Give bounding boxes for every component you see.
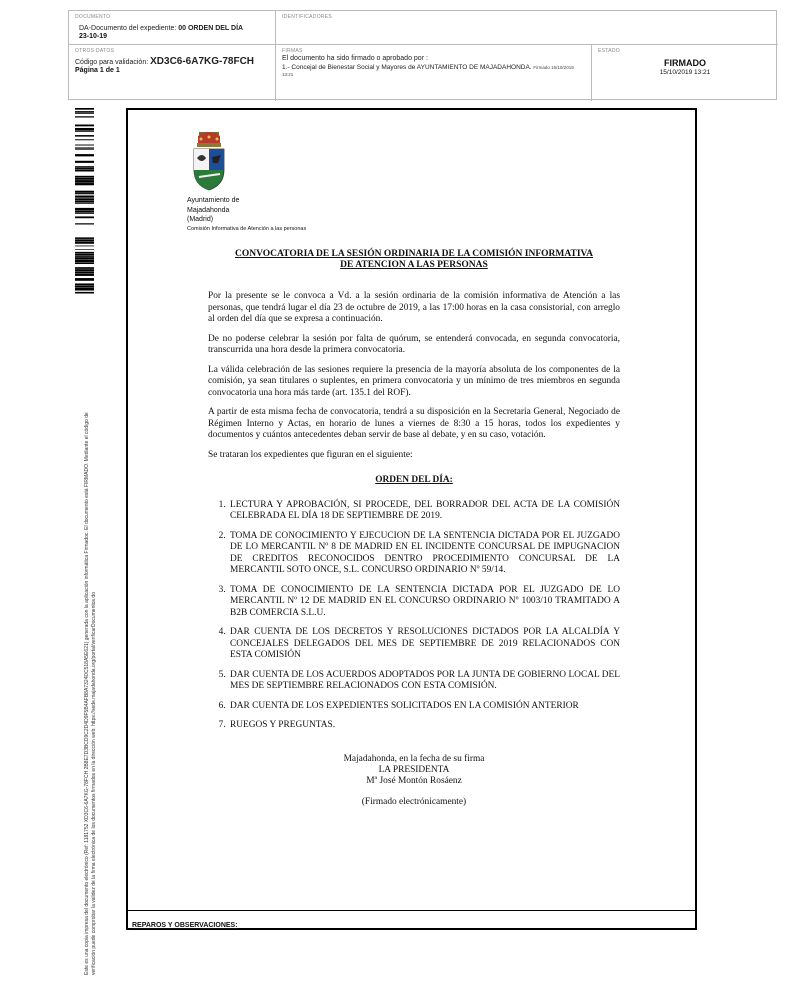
orden-del-dia-heading: ORDEN DEL DÍA: — [375, 475, 453, 485]
barcode-bar — [75, 252, 94, 254]
entity-line2: Majadahonda — [187, 206, 230, 214]
barcode-bar — [75, 272, 94, 274]
signature-block — [208, 754, 620, 808]
agenda-item: 5. DAR CUENTA DE LOS ACUERDOS ADOPTADOS POR LA JUNTA DE GOBIERNO LOCAL DEL MES DE SEPTIEMBRE RELACIONADOS CON ESTA COMISIÓN. — [228, 670, 620, 693]
barcode-bar — [75, 191, 94, 193]
barcode-bar — [75, 154, 94, 156]
paragraph: La válida celebración de las sesiones requiere la presencia de la mayoría absoluta de los componentes de la comisión, ya sean titulares o suplentes, en primera convocatoria y un mínimo de tres miembros en segunda convocatoria una hora más tarde (art. 135.1 del ROF). — [208, 364, 620, 398]
title-line1: CONVOCATORIA DE LA SESIÓN ORDINARIA DE LA COMISIÓN INFORMATIVA — [234, 249, 594, 259]
side-text-line2: verificación puede comprobar la validez de la firma electrónica de los documentos firmados en la dirección web: https://sede.majadahonda.org/portal/verificarDocumentos.do — [90, 592, 97, 975]
documento-date: 23-10-19 — [79, 33, 108, 40]
agenda-item: 1. LECTURA Y APROBACIÓN, SI PROCEDE, DEL BORRADOR DEL ACTA DE LA COMISIÓN CELEBRADA EL DÍA 18 DE SEPTIEMBRE DE 2019. — [228, 500, 620, 523]
sign-name: Mª José Montón Rosáenz — [366, 775, 462, 786]
barcode-bar — [75, 168, 94, 170]
barcode-bar — [75, 108, 94, 110]
barcode-bar — [75, 196, 94, 198]
status-badge: FIRMADO — [664, 58, 706, 68]
agenda-item: 7. RUEGOS Y PREGUNTAS. — [228, 720, 620, 732]
firmas-signer: 1.- Concejal de Bienestar Social y Mayores de AYUNTAMIENTO DE MAJADAHONDA. — [282, 64, 532, 71]
identificadores-cell — [276, 11, 778, 45]
barcode-bar — [75, 210, 94, 212]
barcode-bar — [75, 267, 94, 269]
observaciones-label: REPAROS Y OBSERVACIONES: — [132, 922, 238, 929]
barcode-bar — [75, 147, 94, 148]
barcode-bar — [75, 249, 94, 250]
firmas-cell — [276, 45, 592, 101]
observaciones-box — [128, 910, 695, 928]
barcode-bar — [75, 199, 94, 201]
barcode-bar — [75, 256, 94, 257]
barcode-bar — [75, 170, 94, 172]
firmas-label: FIRMAS — [282, 48, 303, 54]
barcode-bar — [75, 260, 94, 263]
barcode-bar — [75, 135, 94, 137]
entity-line3: (Madrid) — [187, 216, 214, 223]
validation-code[interactable]: XD3C6-6A7KG-78FCH — [150, 56, 255, 67]
barcode-bar — [75, 128, 94, 131]
title-line2: DE ATENCION A LAS PERSONAS — [340, 260, 488, 270]
coat-of-arms-icon — [190, 130, 228, 192]
document-header-table — [68, 10, 777, 100]
otros-datos-cell — [69, 45, 276, 101]
paragraph: A partir de esta misma fecha de convocatoria, tendrá a su disposición en la Secretaria General, Negociado de Régimen Interno y Actas, en horario de lunes a viernes de 8:30 a 15 horas, todos los expedientes y documentos y cuántos antecedentes deban servir de base al debate, y en su caso, votación. — [208, 407, 620, 440]
barcode-bar — [75, 213, 94, 214]
barcode-image — [75, 108, 94, 296]
barcode-bar — [75, 246, 94, 247]
firmas-signed-date: Firmado 15/10/2019 — [533, 65, 574, 70]
firmas-line1: El documento ha sido firmado o aprobado por : — [282, 55, 428, 62]
document-body — [208, 291, 620, 808]
entity-line1: Ayuntamiento de — [187, 197, 240, 204]
barcode-bar — [75, 177, 94, 179]
barcode-bar — [75, 149, 94, 150]
barcode-bar — [75, 262, 94, 264]
page-count: Página 1 de 1 — [75, 67, 120, 74]
barcode-bar — [75, 223, 94, 224]
entity-block — [187, 196, 306, 234]
barcode-bar — [75, 198, 94, 199]
barcode-bar — [75, 257, 94, 259]
barcode-bar — [75, 216, 94, 218]
barcode-bar — [75, 131, 94, 132]
sign-role: LA PRESIDENTA — [378, 764, 450, 775]
barcode-bar — [75, 208, 94, 210]
paragraph: Se trataran los expedientes que figuran en el siguiente: — [208, 449, 413, 460]
barcode-bar — [75, 278, 94, 281]
barcode-bar — [75, 240, 94, 241]
documento-cell — [69, 11, 276, 45]
agenda-item: 6. DAR CUENTA DE LOS EXPEDIENTES SOLICITADOS EN LA COMISIÓN ANTERIOR — [228, 701, 620, 713]
codigo-prefix: Código para validación: — [75, 59, 151, 66]
estado-label: ESTADO — [598, 48, 620, 54]
otros-datos-label: OTROS DATOS — [75, 48, 115, 54]
barcode-bar — [75, 274, 94, 276]
barcode-bar — [75, 201, 94, 203]
barcode-bar — [75, 238, 94, 240]
agenda-item: 4. DAR CUENTA DE LOS DECRETOS Y RESOLUCIONES DICTADOS POR LA ALCALDÍA Y CONCEJALES DELEGADOS DEL MES DE SEPTIEMBRE DE 2019 RELACIONADOS CON ESTA COMISIÓN — [228, 627, 620, 662]
sign-place: Majadahonda, en la fecha de su firma — [343, 753, 485, 764]
side-text-line1: Este es una copia impresa del documento electrónico (Ref: 1181752 XD3C6-6A7KG-78FCH 2B8E7D3BCD9C2D4D9F5B4AFB8A7324DC518A5E621) generada con la aplicación informática Firmadoc. El documento está FIRMADO. Mediante el código de — [84, 412, 90, 975]
documento-name: 00 ORDEN DEL DÍA — [178, 25, 244, 32]
entity-department: Comisión Informativa de Atención a las personas — [187, 225, 307, 232]
barcode-bar — [75, 288, 94, 291]
barcode-bar — [75, 125, 94, 127]
agenda-item: 3. TOMA DE CONOCIMIENTO DE LA SENTENCIA DICTADA POR EL JUZGADO DE LO MERCANTIL Nº 12 DE MADRID EN EL CONCURSO ORDINARIO Nº 1003/10 TRAMITADO A B2B COMERCIA S.L.U. — [228, 585, 620, 620]
barcode-bar — [75, 286, 94, 288]
barcode-bar — [75, 269, 94, 271]
estado-cell — [592, 45, 778, 101]
barcode-bar — [75, 193, 94, 194]
agenda-list — [208, 500, 620, 732]
barcode-bar — [75, 203, 94, 204]
barcode-bar — [75, 161, 94, 163]
paragraph: De no poderse celebrar la sesión por falta de quórum, se entenderá convocada, en segunda convocatoria, transcurrida una hora desde la primera convocatoria. — [208, 333, 620, 355]
barcode-bar — [75, 139, 94, 140]
identificadores-label: IDENTIFICADORES — [282, 14, 333, 20]
document-title — [208, 249, 620, 271]
barcode-bar — [75, 111, 94, 113]
barcode-bar — [75, 254, 94, 256]
barcode-bar — [75, 166, 94, 168]
barcode-bar — [75, 145, 94, 146]
verification-side-text — [84, 295, 97, 975]
status-date: 15/10/2019 13:21 — [659, 69, 711, 76]
barcode-bar — [75, 237, 94, 238]
firmas-signed-time: 13:21 — [282, 72, 294, 77]
barcode-bar — [75, 242, 94, 244]
barcode-bar — [75, 176, 94, 177]
barcode-bar — [75, 283, 94, 285]
document-frame — [126, 108, 697, 930]
documento-label: DOCUMENTO — [75, 14, 111, 20]
agenda-item: 2. TOMA DE CONOCIMIENTO Y EJECUCION DE LA SENTENCIA DICTADA POR EL JUZGADO DE LO MERCANTIL Nº 8 DE MADRID EN EL INCIDENTE CONCURSAL DE IMPUGNACION DE CREDITOS RECONOCIDOS DENTRO PROCEDIMIENTO CONCURSAL DE LA MERCANTIL SOTO ONCE, S.L. CONCURSO ORDINARIO Nº 59/14. — [228, 531, 620, 577]
barcode-bar — [75, 180, 94, 183]
barcode-bar — [75, 292, 94, 294]
barcode-bar — [75, 183, 94, 185]
barcode-bar — [75, 116, 94, 117]
paragraph: Por la presente se le convoca a Vd. a la sesión ordinaria de la comisión informativa de Atención a las personas, que tendrá lugar el día 23 de octubre de 2019, a las 17:00 horas en la casa consistorial, con arreglo al orden del día que se expresa a continuación. — [208, 291, 620, 324]
sign-note: (Firmado electrónicamente) — [361, 796, 467, 807]
barcode-bar — [75, 113, 94, 114]
documento-prefix: DA-Documento del expediente: — [79, 25, 179, 32]
